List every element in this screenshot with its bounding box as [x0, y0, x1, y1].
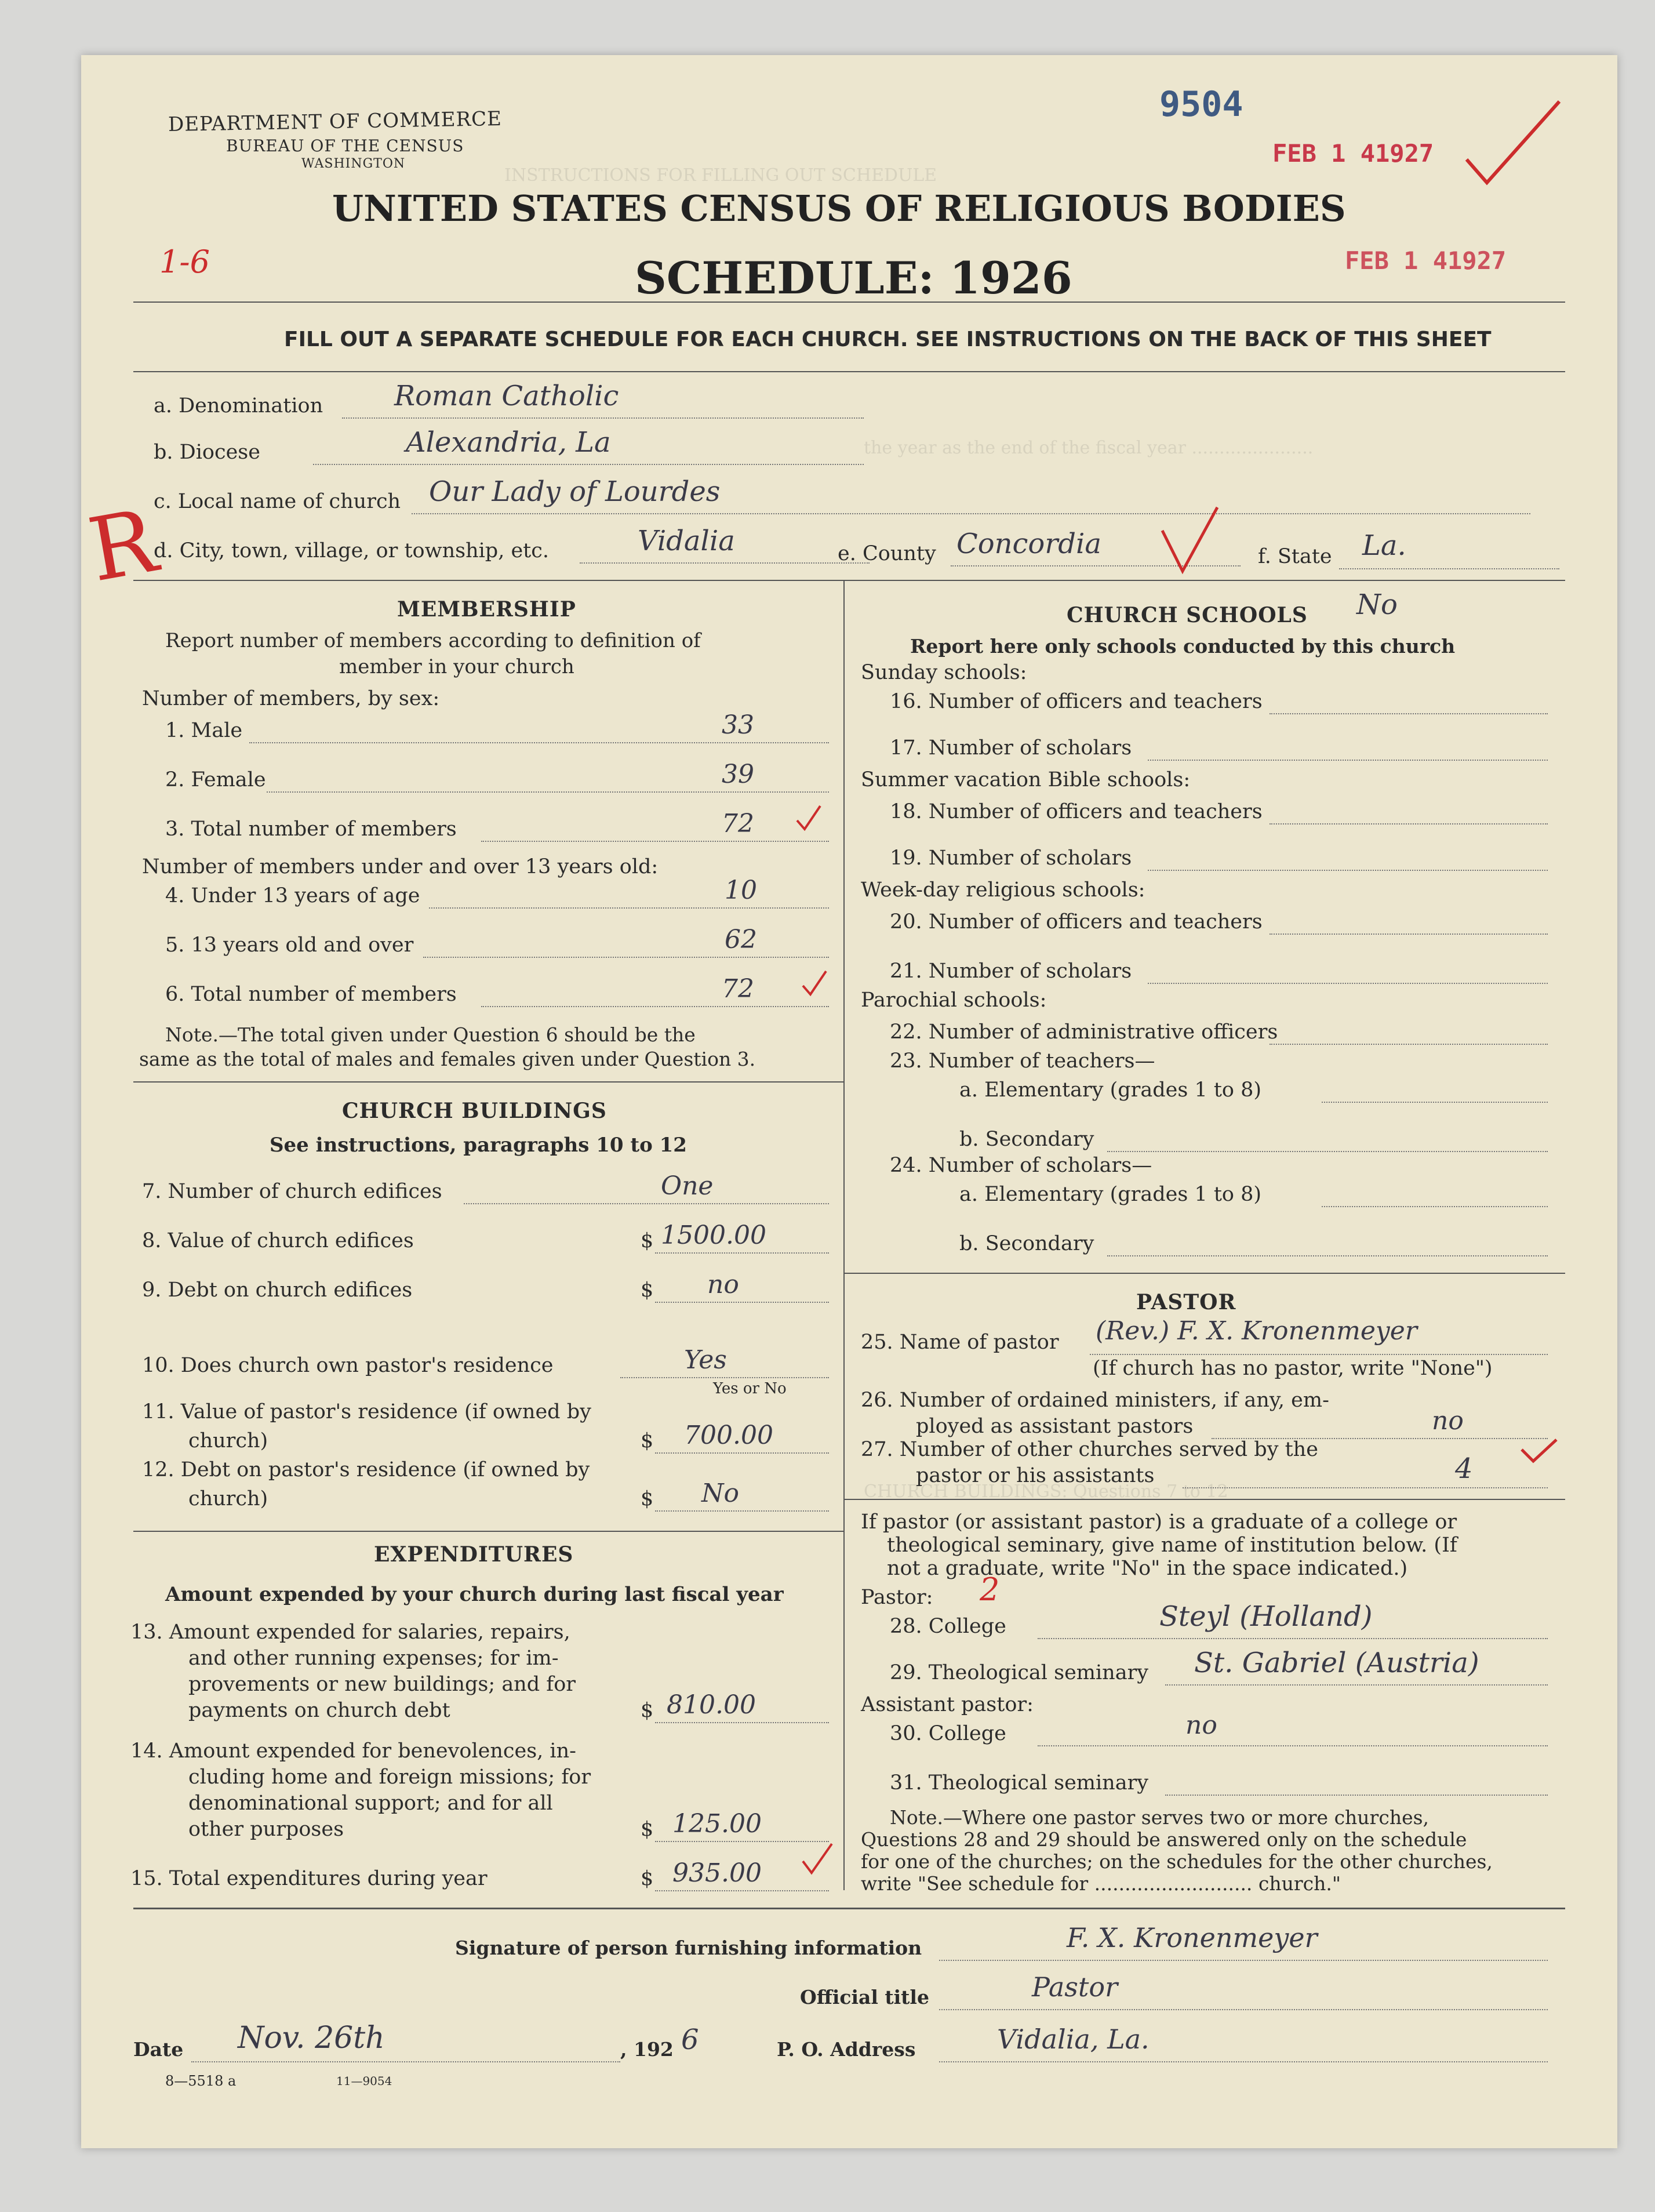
date-value[interactable]: Nov. 26th	[238, 2021, 385, 2055]
official-title-value[interactable]: Pastor	[1032, 1971, 1118, 2003]
q24b-label: b. Secondary	[959, 1232, 1094, 1255]
bureau-name: BUREAU OF THE CENSUS	[226, 136, 464, 155]
membership-heading: MEMBERSHIP	[397, 597, 576, 622]
q13-line-4: payments on church debt	[188, 1699, 450, 1722]
denomination-label: a. Denomination	[154, 394, 323, 417]
rule-buildings	[133, 1531, 843, 1532]
file-number: 9504	[1159, 84, 1243, 125]
q16-line	[1270, 713, 1548, 714]
graduate-note-2: theological seminary, give name of institution below. (If	[887, 1534, 1457, 1557]
pastor-sublabel: Pastor:	[861, 1586, 933, 1609]
ghost-text-2: the year as the end of the fiscal year ......................	[864, 438, 1314, 458]
checkmark-icon	[1159, 502, 1223, 577]
signature-value[interactable]: F. X. Kronenmeyer	[1067, 1922, 1318, 1953]
address-value[interactable]: Vidalia, La.	[997, 2024, 1150, 2055]
q13-line-2: and other running expenses; for im-	[188, 1647, 559, 1670]
q12-dollar: $	[641, 1487, 654, 1510]
official-title-label: Official title	[800, 1986, 929, 2008]
q11-label-2: church)	[188, 1429, 268, 1452]
q23a-line	[1322, 1102, 1548, 1103]
schools-heading: CHURCH SCHOOLS	[1067, 603, 1308, 627]
expenditures-heading: EXPENDITURES	[374, 1542, 574, 1567]
q19-label: 19. Number of scholars	[890, 847, 1132, 870]
expenditures-sub: Amount expended by your church during last fiscal year	[165, 1583, 784, 1606]
year-digit[interactable]: 6	[681, 2024, 699, 2056]
local-name-label: c. Local name of church	[154, 490, 401, 513]
q27-label-2: pastor or his assistants	[916, 1464, 1155, 1487]
instruction-banner: FILL OUT A SEPARATE SCHEDULE FOR EACH CHURCH. SEE INSTRUCTIONS ON THE BACK OF THIS SHEET	[284, 328, 1492, 351]
pastor-mark: 2	[980, 1571, 1000, 1608]
q28-line	[1038, 1638, 1548, 1639]
rule-bottom	[133, 1908, 1565, 1909]
q20-line	[1270, 934, 1548, 935]
q28-value[interactable]: Steyl (Holland)	[1159, 1600, 1373, 1633]
q20-label: 20. Number of officers and teachers	[890, 910, 1263, 934]
q14-line-2: cluding home and foreign missions; for	[188, 1766, 591, 1789]
q25-value[interactable]: (Rev.) F. X. Kronenmeyer	[1096, 1316, 1417, 1346]
q13-value[interactable]: 810.00	[667, 1690, 756, 1720]
rule-fields	[133, 580, 1565, 581]
ghost-text-3: CHURCH BUILDINGS: Questions 7 to 12	[864, 1481, 1228, 1502]
q23b-label: b. Secondary	[959, 1128, 1094, 1151]
q25-label: 25. Name of pastor	[861, 1331, 1059, 1354]
q23a-label: a. Elementary (grades 1 to 8)	[959, 1078, 1262, 1102]
q31-label: 31. Theological seminary	[890, 1771, 1149, 1795]
q4-label: 4. Under 13 years of age	[165, 884, 420, 907]
q9-line	[655, 1302, 829, 1303]
corner-mark: 1-6	[159, 244, 210, 280]
q23-label: 23. Number of teachers—	[890, 1049, 1155, 1073]
pastor-note-1: Note.—Where one pastor serves two or more churches,	[890, 1806, 1430, 1829]
q27-label-1: 27. Number of other churches served by the	[861, 1438, 1318, 1461]
rule-schools	[843, 1273, 1565, 1274]
q15-underline	[655, 1890, 829, 1891]
q10-hint: Yes or No	[713, 1380, 787, 1397]
q11-dollar: $	[641, 1429, 654, 1452]
q7-label: 7. Number of church edifices	[142, 1180, 442, 1203]
q8-value[interactable]: 1500.00	[661, 1221, 766, 1250]
q5-line	[423, 957, 829, 958]
q26-value[interactable]: no	[1432, 1406, 1464, 1436]
members-by-sex: Number of members, by sex:	[142, 687, 440, 710]
q9-dollar: $	[641, 1278, 654, 1302]
q26-label-1: 26. Number of ordained ministers, if any, em-	[861, 1389, 1329, 1412]
q3-label: 3. Total number of members	[165, 818, 457, 841]
q29-value[interactable]: St. Gabriel (Austria)	[1194, 1647, 1479, 1679]
state-label: f. State	[1258, 545, 1332, 568]
q15-dollar: $	[641, 1867, 654, 1890]
county-value[interactable]: Concordia	[956, 528, 1101, 560]
q5-label: 5. 13 years old and over	[165, 934, 414, 957]
q1-label: 1. Male	[165, 719, 243, 742]
denomination-line	[342, 417, 864, 419]
q25-line	[1090, 1354, 1548, 1355]
bureau-city: WASHINGTON	[301, 157, 406, 171]
graduate-note-3: not a graduate, write "No" in the space indicated.)	[887, 1557, 1408, 1580]
membership-note-1: Note.—The total given under Question 6 should be the	[165, 1023, 696, 1046]
q12-value[interactable]: No	[701, 1479, 739, 1508]
center-divider	[843, 580, 845, 1890]
q26-label-2: ployed as assistant pastors	[916, 1415, 1194, 1438]
q14-line-3: denominational support; and for all	[188, 1792, 553, 1815]
q13-line-1: 13. Amount expended for salaries, repairs,	[130, 1621, 570, 1644]
q14-line-4: other purposes	[188, 1818, 344, 1841]
form-title: UNITED STATES CENSUS OF RELIGIOUS BODIES	[332, 187, 1346, 230]
q4-value[interactable]: 10	[725, 876, 757, 905]
q6-label: 6. Total number of members	[165, 983, 457, 1006]
q21-label: 21. Number of scholars	[890, 960, 1132, 983]
q1-line	[249, 742, 829, 743]
state-value[interactable]: La.	[1362, 529, 1406, 562]
q13-underline	[655, 1722, 829, 1723]
q21-line	[1148, 983, 1548, 984]
q16-label: 16. Number of officers and teachers	[890, 690, 1263, 713]
q2-label: 2. Female	[165, 768, 266, 791]
q22-line	[1270, 1044, 1548, 1045]
rule-banner	[133, 371, 1565, 372]
q12-line	[655, 1510, 829, 1512]
membership-note-2: same as the total of males and females given under Question 3.	[139, 1048, 756, 1070]
q7-line	[464, 1203, 829, 1204]
census-form-sheet	[81, 55, 1617, 2148]
year-prefix: , 192	[620, 2038, 674, 2061]
q27-line	[1183, 1487, 1548, 1488]
q9-label: 9. Debt on church edifices	[142, 1278, 413, 1302]
buildings-heading: CHURCH BUILDINGS	[342, 1099, 607, 1123]
q1-value[interactable]: 33	[722, 710, 754, 740]
q24b-line	[1107, 1255, 1548, 1256]
q3-line	[481, 841, 829, 842]
q11-value[interactable]: 700.00	[684, 1421, 773, 1450]
city-line	[580, 562, 870, 564]
signature-line	[939, 1960, 1548, 1961]
q5-value[interactable]: 62	[725, 925, 757, 954]
q28-label: 28. College	[890, 1615, 1006, 1638]
q24a-label: a. Elementary (grades 1 to 8)	[959, 1183, 1262, 1206]
graduate-note-1: If pastor (or assistant pastor) is a graduate of a college or	[861, 1510, 1457, 1534]
denomination-value[interactable]: Roman Catholic	[394, 380, 619, 412]
q15-value[interactable]: 935.00	[672, 1858, 762, 1888]
city-value[interactable]: Vidalia	[638, 525, 735, 557]
checkmark-icon	[1461, 96, 1565, 188]
q2-value[interactable]: 39	[722, 760, 754, 789]
q8-dollar: $	[641, 1229, 654, 1252]
q13-line-3: provements or new buildings; and for	[188, 1673, 576, 1696]
q6-line	[481, 1006, 829, 1007]
q7-value[interactable]: One	[661, 1171, 714, 1201]
q8-line	[655, 1252, 829, 1254]
received-stamp-1: FEB 1 41927	[1272, 139, 1434, 168]
buildings-sub: See instructions, paragraphs 10 to 12	[270, 1134, 687, 1157]
q29-label: 29. Theological seminary	[890, 1661, 1149, 1684]
pastor-heading: PASTOR	[1136, 1290, 1236, 1314]
q17-line	[1148, 760, 1548, 761]
assistant-sublabel: Assistant pastor:	[861, 1693, 1034, 1716]
q30-value[interactable]: no	[1185, 1710, 1217, 1740]
q6-value[interactable]: 72	[722, 974, 754, 1004]
q3-value[interactable]: 72	[722, 809, 754, 838]
q24-label: 24. Number of scholars—	[890, 1154, 1152, 1177]
q14-value[interactable]: 125.00	[672, 1809, 762, 1839]
department-name: DEPARTMENT OF COMMERCE	[168, 107, 503, 137]
q17-label: 17. Number of scholars	[890, 736, 1132, 760]
checkmark-icon	[1519, 1435, 1559, 1464]
q25-hint: (If church has no pastor, write "None")	[1093, 1357, 1493, 1380]
schools-heading-value[interactable]: No	[1356, 589, 1398, 621]
checkmark-icon	[794, 803, 823, 832]
membership-intro-2: member in your church	[339, 655, 574, 678]
q15-label: 15. Total expenditures during year	[130, 1867, 488, 1890]
checkmark-icon	[800, 968, 829, 997]
state-line	[1339, 568, 1559, 569]
rule-membership	[133, 1081, 843, 1083]
q29-line	[1165, 1684, 1548, 1686]
q18-line	[1270, 823, 1548, 824]
address-label: P. O. Address	[777, 2038, 916, 2061]
local-name-value[interactable]: Our Lady of Lourdes	[429, 475, 721, 508]
q27-value[interactable]: 4	[1455, 1452, 1473, 1485]
address-line	[939, 2061, 1548, 2062]
q24a-line	[1322, 1206, 1548, 1207]
q12-label-2: church)	[188, 1487, 268, 1510]
pastor-note-2: Questions 28 and 29 should be answered only on the schedule	[861, 1828, 1467, 1851]
membership-intro-1: Report number of members according to definition of	[165, 629, 701, 652]
print-number: 11—9054	[336, 2074, 392, 2088]
q9-value[interactable]: no	[707, 1270, 739, 1299]
q11-label-1: 11. Value of pastor's residence (if owned by	[142, 1400, 591, 1423]
local-name-line	[412, 513, 1530, 514]
diocese-label: b. Diocese	[154, 441, 260, 464]
received-stamp-2: FEB 1 41927	[1345, 246, 1507, 275]
q31-line	[1165, 1795, 1548, 1796]
pastor-note-3: for one of the churches; on the schedules for the other churches,	[861, 1850, 1493, 1873]
date-line	[191, 2061, 620, 2062]
q18-label: 18. Number of officers and teachers	[890, 800, 1263, 823]
schools-sub: Report here only schools conducted by this church	[910, 635, 1456, 658]
diocese-value[interactable]: Alexandria, La	[406, 426, 611, 459]
weekday-schools: Week-day religious schools:	[861, 878, 1145, 902]
q4-line	[429, 907, 829, 909]
q22-label: 22. Number of administrative officers	[890, 1020, 1278, 1044]
q11-line	[655, 1452, 829, 1454]
pastor-note-4: write "See schedule for .......................... church."	[861, 1872, 1341, 1895]
q30-label: 30. College	[890, 1722, 1006, 1745]
sunday-schools: Sunday schools:	[861, 661, 1027, 684]
margin-mark-r: R	[81, 491, 164, 602]
q10-value[interactable]: Yes	[684, 1345, 727, 1375]
q10-line	[620, 1377, 829, 1378]
q14-dollar: $	[641, 1818, 654, 1841]
q30-line	[1038, 1745, 1548, 1746]
rule-top	[133, 302, 1565, 303]
city-label: d. City, town, village, or township, etc.	[154, 539, 549, 562]
date-label: Date	[133, 2038, 184, 2061]
schedule-title: SCHEDULE: 1926	[635, 252, 1072, 304]
q19-line	[1148, 870, 1548, 871]
parochial-schools: Parochial schools:	[861, 989, 1047, 1012]
q10-label: 10. Does church own pastor's residence	[142, 1354, 554, 1377]
signature-label: Signature of person furnishing information	[455, 1937, 922, 1959]
q2-line	[267, 791, 829, 793]
q8-label: 8. Value of church edifices	[142, 1229, 414, 1252]
q13-dollar: $	[641, 1699, 654, 1722]
rule-pastor	[843, 1499, 1565, 1500]
members-by-age: Number of members under and over 13 years old:	[142, 855, 659, 878]
form-number: 8—5518 a	[165, 2073, 237, 2089]
county-label: e. County	[838, 542, 936, 565]
q14-line-1: 14. Amount expended for benevolences, in-	[130, 1739, 576, 1763]
diocese-line	[313, 464, 864, 465]
q23b-line	[1107, 1151, 1548, 1152]
official-title-line	[939, 2009, 1548, 2010]
checkmark-icon	[800, 1841, 835, 1876]
summer-schools: Summer vacation Bible schools:	[861, 768, 1191, 791]
ghost-text-1: INSTRUCTIONS FOR FILLING OUT SCHEDULE	[504, 165, 937, 186]
q12-label-1: 12. Debt on pastor's residence (if owned by	[142, 1458, 590, 1481]
